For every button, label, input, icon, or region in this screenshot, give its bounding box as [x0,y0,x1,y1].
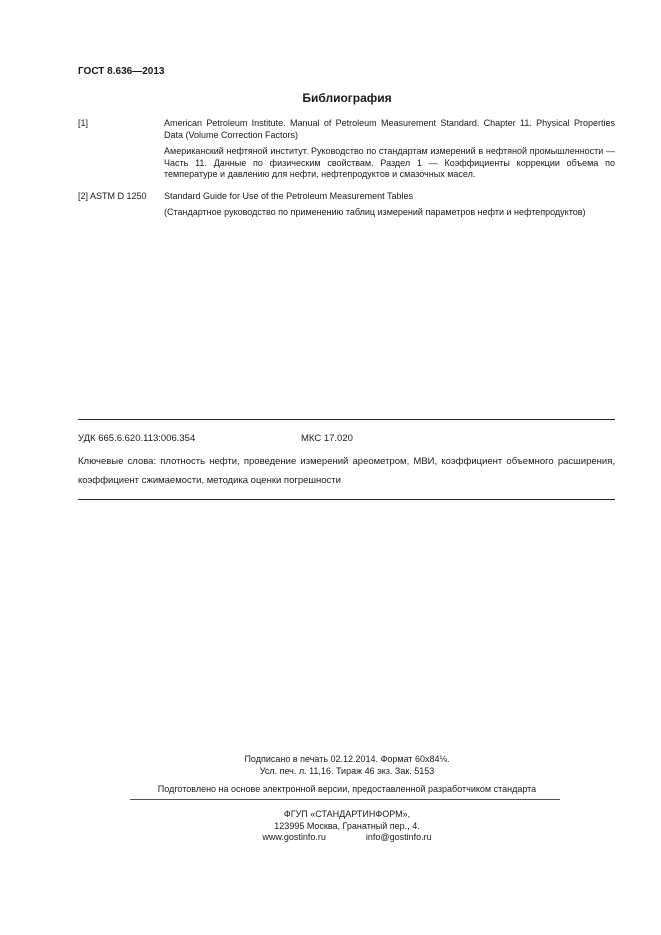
publisher-address: 123995 Москва, Гранатный пер., 4. [274,820,420,831]
entry-paragraph: Американский нефтяной институт. Руководство по стандартам измерений в нефтяной промышленности — Часть 11. Данные по физическим свойствам. Раздел 1 — Коэффициенты коррекции объема по температуре и давлению для нефти, нефтепродуктов и смазочных масел. [164,146,615,179]
bibliography-entry [78,191,615,224]
imprint-line: Подписано в печать 02.12.2014. Формат 60x84⅛. [244,754,450,764]
bottom-divider [78,499,615,500]
imprint-block [0,754,661,777]
mks-code: МКС 17.020 [301,433,353,444]
imprint-divider [130,799,560,800]
entry-paragraph: (Стандартное руководство по применению таблиц измерений параметров нефти и нефтепродуктов) [164,207,586,217]
publisher-email[interactable]: info@gostinfo.ru [365,832,432,842]
publisher-website[interactable]: www.gostinfo.ru [262,832,326,842]
entry-number: [1] [78,118,89,128]
bibliography-list [78,118,615,229]
imprint-line: Усл. печ. л. 11,16. Тираж 46 экз. Зак. 5153 [259,765,435,776]
keywords: Ключевые слова: плотность нефти, проведение измерений ареометром, МВИ, коэффициент объемного расширения, коэффициент сжимаемости, методика оценки погрешности [78,456,615,486]
entry-paragraph: American Petroleum Institute. Manual of Petroleum Measurement Standard. Chapter 11. Physical Properties Data (Volume Correction Factors) [164,118,615,140]
section-title: Библиография [302,91,392,105]
entry-number: [2] ASTM D 1250 [78,190,147,201]
udk-code: УДК 665.6.620.113:006.354 [78,433,196,444]
publisher-name: ФГУП «СТАНДАРТИНФОРМ», [283,809,411,819]
classification-line [78,433,615,444]
top-divider [78,419,615,420]
bibliography-entry [78,118,615,186]
prepared-note: Подготовлено на основе электронной версии, предоставленной разработчиком стандарта [157,784,537,794]
entry-text [164,191,615,224]
publisher-block [0,809,661,844]
entry-paragraph: Standard Guide for Use of the Petroleum Measurement Tables [164,190,413,201]
entry-text [164,118,615,186]
document-code-header: ГОСТ 8.636—2013 [78,66,165,77]
publisher-contacts [262,832,431,844]
